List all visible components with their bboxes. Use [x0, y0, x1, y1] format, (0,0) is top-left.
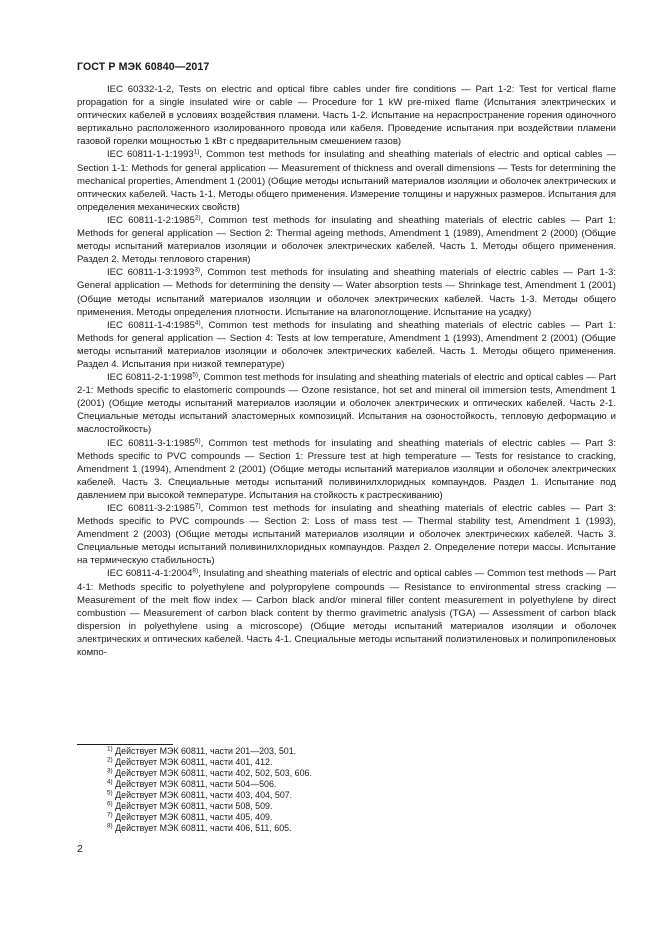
footnote-text: Действует МЭК 60811, части 401, 412. — [115, 757, 273, 768]
footnote — [107, 812, 607, 823]
footnote — [107, 746, 607, 757]
reference-text: , Common test methods for insulating and sheathing materials of electric cables — Part 1: Methods for general application — Section 4: Tests at low temperature, Amendment 1 (1993), Amendment 2 (2001) (Общие методы испытаний материалов изоляции и оболочек электрических кабелей. Часть 1. Методы общего применения. Раздел 4. Испытания при низкой температуре) — [77, 319, 616, 370]
footnote-marker: 7) — [194, 502, 201, 510]
footnote-mark: 5) — [107, 789, 113, 797]
reference-code: IEC 60811-1-4:1985 — [107, 319, 195, 331]
reference-paragraph — [77, 502, 616, 567]
footnote-mark: 3) — [107, 767, 113, 775]
footnotes — [107, 746, 607, 834]
footnote-mark: 2) — [107, 756, 113, 764]
reference-paragraph — [77, 214, 616, 266]
footnote-marker: 8) — [192, 567, 199, 575]
footnote-marker: 4) — [194, 319, 201, 327]
reference-code: IEC 60811-3-1:1985 — [107, 437, 195, 449]
footnote-text: Действует МЭК 60811, части 406, 511, 605. — [115, 823, 292, 834]
reference-code: IEC 60811-4-1:2004 — [107, 568, 193, 580]
references-body — [77, 83, 616, 659]
reference-text: , Common test methods for insulating and sheathing materials of electric cables — Part 3: Methods specific to PVC compounds — Section 2: Loss of mass test — Thermal stability test, Amendment 1 (1993), Amendment 2 (2003) (Общие методы испытаний материалов изоляции и оболочек электрических кабелей. Часть 3. Специальные методы испытаний поливинилхлоридных компаундов. Раздел 2. Определение потери массы. Испытание на термическую стабильность) — [77, 503, 616, 567]
footnote — [107, 768, 607, 779]
footnote-marker: 5) — [192, 371, 199, 379]
footnote-text: Действует МЭК 60811, части 405, 409. — [115, 812, 273, 823]
footnote — [107, 790, 607, 801]
footnote-marker: 1) — [193, 148, 200, 156]
footnote-mark: 7) — [107, 811, 113, 819]
reference-code: IEC 60811-2-1:1998 — [107, 372, 193, 384]
reference-paragraph — [77, 567, 616, 659]
reference-code: IEC 60811-3-2:1985 — [107, 503, 195, 514]
document-header: ГОСТ Р МЭК 60840—2017 — [77, 61, 210, 73]
footnote-text: Действует МЭК 60811, части 508, 509. — [115, 801, 273, 812]
reference-text: , Insulating and sheathing materials of electric and optical cables — Common test methods — Part 4-1: Methods specific to polyethylene and polypropylene compounds — Resistance to environmental stress cracking — Measurement of the melt flow index — Carbon black and/or mineral filler content measurement in polyethylene by direct combustion — Measurement of carbon black content by thermo gravimetric analysis (TGA) — Assessment of carbon black dispersion in polyethylene using a microscope) (Общие методы испытаний материалов изоляции и оболочек электрических и оптических кабелей. Часть 4-1. Специальные методы испытаний полиэтиленовых и полипропиленовых компо- — [77, 568, 616, 659]
reference-code: IEC 60811-1-3:1993 — [107, 267, 195, 279]
reference-paragraph — [77, 83, 616, 148]
reference-text: , Common test methods for insulating and sheathing materials of electric cables — Part 1-3: General application — Methods for determining the density — Water absorption tests — Shrinkage test, Amendment 1 (2001) (Общие методы испытаний материалов изоляции и оболочек электрических кабелей. Часть 1-3. Методы общего применения. Методы определения плотности. Испытание на влагопоглощение. Испытание на усадку) — [77, 267, 616, 318]
footnote — [107, 823, 607, 834]
footnote-divider — [77, 744, 173, 745]
reference-text: , Common test methods for insulating and sheathing materials of electric cables — Part 3: Methods specific to PVC compounds — Section 1: Pressure test at high temperature — Tests for resistance to cracking, Amendment 1 (1994), Amendment 2 (2001) (Общие методы испытаний материалов изоляции и оболочек электрических кабелей. Часть 3. Специальные методы испытаний поливинилхлоридных компаундов. Раздел 1. Испытание под давлением при высокой температуре. Испытания на стойкость к растрескиванию) — [77, 437, 616, 501]
footnote-marker: 6) — [194, 437, 201, 445]
footnote — [107, 801, 607, 812]
page-number: 2 — [77, 843, 83, 855]
footnote-mark: 1) — [107, 745, 113, 753]
reference-paragraph — [77, 266, 616, 318]
footnote-text: Действует МЭК 60811, части 402, 502, 503, 606. — [115, 768, 312, 779]
footnote — [107, 779, 607, 790]
footnote-text: Действует МЭК 60811, части 403, 404, 507. — [115, 790, 293, 801]
footnote-mark: 4) — [107, 778, 113, 786]
reference-paragraph — [77, 437, 616, 502]
footnote-marker: 2) — [194, 214, 201, 222]
footnote-text: Действует МЭК 60811, части 201—203, 501. — [115, 746, 297, 756]
footnote-marker: 3) — [194, 266, 201, 274]
reference-paragraph — [77, 319, 616, 371]
reference-text: IEC 60332-1-2, Tests on electric and optical fibre cables under fire conditions — Part 1-2: Test for vertical flame propagation for a single insulated wire or cable — Procedure for 1 kW pre-mixed flame (Испытания электрических и оптических кабелей в условиях воздействия пламени. Часть 1-2. Испытание на нераспространение горения одиночного вертикально расположенного изолированного провода или кабеля. Проведение испытания при воздействии пламени газовой горелки мощностью 1 кВт с предварительным смешением газов) — [77, 84, 616, 148]
footnote-mark: 6) — [107, 800, 113, 808]
reference-paragraph — [77, 148, 616, 213]
reference-code: IEC 60811-1-2:1985 — [107, 214, 195, 226]
footnote — [107, 757, 607, 768]
footnote-mark: 8) — [107, 822, 113, 830]
reference-text: , Common test methods for insulating and sheathing materials of electric and optical cables — Section 1-1: Methods for general application — Measurement of thickness and overall dimensions — Tests for determining the mechanical properties, Amendment 1 (2001) (Общие методы испытаний материалов изоляции и оболочек электрических и оптических кабелей. Часть 1-1. Методы общего применения. Измерение толщины и наружных размеров. Испытания для определения механических свойств) — [77, 149, 616, 213]
reference-text: , Common test methods for insulating and sheathing materials of electric and optical cables — Part 2-1: Methods specific to elastomeric compounds — Ozone resistance, hot set and mineral oil immersion tests, Amendment 1 (2001) (Общие методы испытаний материалов изоляции и оболочек электрических и оптических кабелей. Часть 2-1. Специальные методы испытаний эластомерных композиций. Испытания на озоностойкость, тепловую деформацию и маслостойкость) — [77, 372, 616, 436]
reference-paragraph — [77, 371, 616, 436]
footnote-text: Действует МЭК 60811, части 504—506. — [115, 779, 277, 790]
reference-code: IEC 60811-1-1:1993 — [107, 149, 194, 161]
reference-text: , Common test methods for insulating and sheathing materials of electric cables — Part 1: Methods for general application — Section 2: Thermal ageing methods, Amendment 1 (1989), Amendment 2 (2000) (Общие методы испытаний материалов изоляции и оболочек электрических кабелей. Часть 1. Методы общего применения. Раздел 2. Методы теплового старения) — [77, 214, 616, 266]
